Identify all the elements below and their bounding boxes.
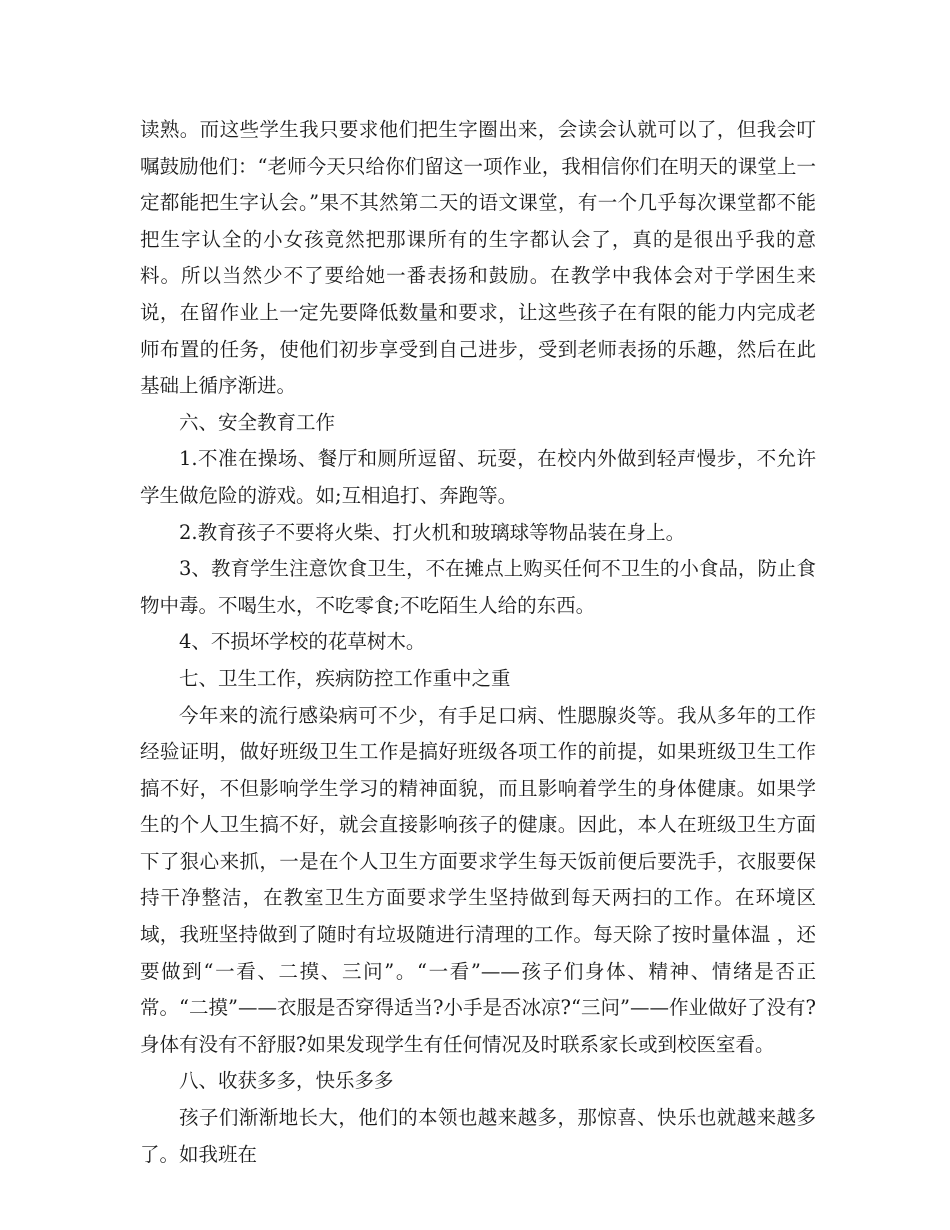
hygiene-paragraph: 今年来的流行感染病可不少，有手足口病、性腮腺炎等。我从多年的工作经验证明，做好班级卫生工作是搞好班级各项工作的前提，如果班级卫生工作搞不好，不但影响学生学习的精神面貌，而且影响着学生的身体健康。如果学生的个人卫生搞不好，就会直接影响孩子的健康。因此，本人在班级卫生方面下了狠心来抓，一是在个人卫生方面要求学生每天饭前便后要洗手，衣服要保持干净整洁，在教室卫生方面要求学生坚持做到每天两扫的工作。在环境区域，我班坚持做到了随时有垃圾随进行清理的工作。每天除了按时量体温 ，还要做到“一看、二摸、三问”。“一看”——孩子们身体、精神、情绪是否正常。“二摸”——衣服是否穿得适当?小手是否冰凉?“三问”——作业做好了没有?身体有没有不舒服?如果发现学生有任何情况及时联系家长或到校医室看。 [140,703,816,1056]
paragraph-continued: 读熟。而这些学生我只要求他们把生字圈出来，会读会认就可以了，但我会叮嘱鼓励他们：“老师今天只给你们留这一项作业，我相信你们在明天的课堂上一定都能把生字认会。”果不其然第二天的语文课堂，有一个几乎每次课堂都不能把生字认全的小女孩竟然把那课所有的生字都认会了，真的是很出乎我的意料。所以当然少不了要给她一番表扬和鼓励。在教学中我体会对于学困生来说，在留作业上一定先要降低数量和要求，让这些孩子在有限的能力内完成老师布置的任务，使他们初步享受到自己进步，受到老师表扬的乐趣，然后在此基础上循序渐进。 [140,118,816,398]
safety-item-3: 3、教育学生注意饮食卫生，不在摊点上购买任何不卫生的小食品，防止食物中毒。不喝生水，不吃零食;不吃陌生人给的东西。 [140,557,816,617]
section-heading-safety: 六、安全教育工作 [179,410,336,434]
document-body [140,112,816,1173]
safety-item-1: 1.不准在操场、餐厅和厕所逗留、玩耍，在校内外做到轻声慢步，不允许学生做危险的游戏。如;互相追打、奔跑等。 [140,447,816,507]
safety-item-2: 2.教育孩子不要将火柴、打火机和玻璃球等物品装在身上。 [179,520,686,544]
safety-item-4: 4、不损坏学校的花草树木。 [179,630,426,654]
section-heading-hygiene: 七、卫生工作，疾病防控工作重中之重 [179,666,511,690]
section-heading-harvest: 八、收获多多，快乐多多 [179,1069,394,1093]
harvest-paragraph: 孩子们渐渐地长大，他们的本领也越来越多，那惊喜、快乐也就越来越多了。如我班在 [140,1106,816,1166]
